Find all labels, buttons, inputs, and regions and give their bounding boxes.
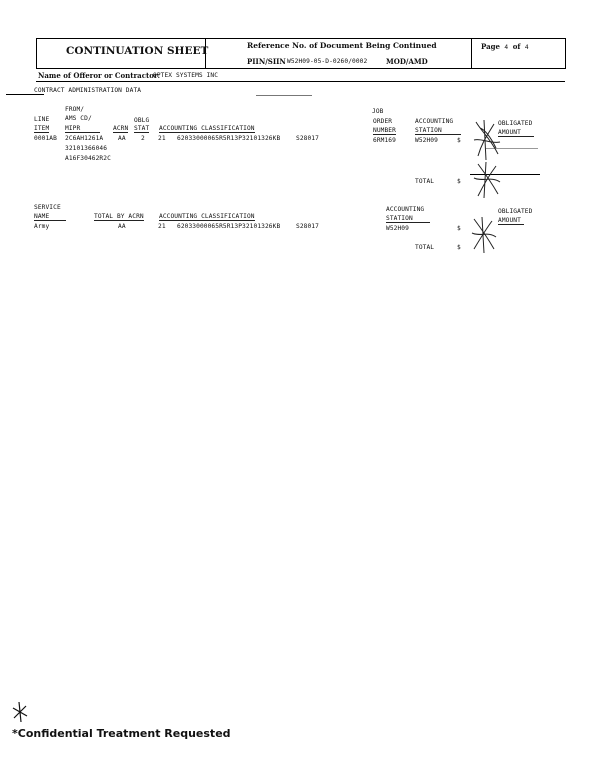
redaction-scribble-icon — [466, 215, 502, 255]
header-rule — [36, 68, 565, 69]
cell-acrn: AA — [118, 135, 126, 142]
col-header-stat: STAT — [134, 125, 150, 132]
col-header-job: JOB — [372, 108, 384, 115]
offeror-value: OPTEX SYSTEMS INC — [153, 72, 219, 79]
reference-label: Reference No. of Document Being Continued — [247, 41, 437, 50]
cell-dollar: $ — [457, 225, 461, 232]
cell-service-name: Army — [34, 223, 50, 230]
cell-mipr-line3: A16F30462R2C — [65, 155, 111, 162]
cell-line-item: 0001AB — [34, 135, 57, 142]
col-header-oblg: OBLG — [134, 117, 150, 124]
col-header-name: NAME — [34, 213, 66, 221]
col-header-mipr: MIPR — [65, 125, 100, 133]
section-title: CONTRACT ADMINISTRATION DATA — [34, 87, 142, 94]
col-header-total-by-acrn: TOTAL BY ACRN — [94, 213, 144, 220]
page-indicator: Page 4 of 4 — [481, 42, 529, 51]
offeror-label: Name of Offeror or Contractor: — [38, 71, 161, 80]
cell-mipr-line2: 32101366046 — [65, 145, 108, 152]
cell-mipr: 2C6AH1261A — [65, 135, 104, 142]
cell-accounting-classification: 62033000065R5R13P32101326KB — [177, 223, 281, 230]
cell-accounting-suffix: S28017 — [296, 135, 319, 142]
cell-acrn: AA — [118, 223, 126, 230]
col-header-order: ORDER — [373, 118, 393, 125]
col-header-number: NUMBER — [373, 127, 396, 134]
col-header-item: ITEM — [34, 125, 50, 132]
page-title: CONTINUATION SHEET — [66, 45, 209, 57]
cell-stat: 2 — [141, 135, 145, 142]
faint-rule — [256, 95, 312, 96]
piin-label: PIIN/SIIN — [247, 57, 286, 66]
col-header-line: LINE — [34, 116, 50, 123]
col-header-accounting: ACCOUNTING — [415, 118, 454, 125]
col-header-acrn: ACRN — [113, 125, 129, 132]
total-label: TOTAL — [415, 178, 435, 185]
total-dollar: $ — [457, 178, 461, 185]
col-header-accounting: ACCOUNTING — [386, 206, 425, 213]
total-label: TOTAL — [415, 244, 435, 251]
asterisk-mark-icon — [10, 700, 30, 724]
redaction-scribble-icon — [468, 160, 508, 200]
col-header-station: STATION — [386, 215, 430, 223]
cell-acct-num: 21 — [158, 223, 166, 230]
top-rule — [6, 94, 44, 95]
cell-job-number: 6RM169 — [373, 137, 396, 144]
total-dollar: $ — [457, 244, 461, 251]
cell-station: W52H09 — [415, 137, 438, 144]
col-header-service: SERVICE — [34, 204, 61, 211]
col-header-station: STATION — [415, 127, 461, 135]
col-header-ams: AMS CD/ — [65, 115, 92, 122]
cell-dollar: $ — [457, 137, 461, 144]
col-header-amount: AMOUNT — [498, 129, 534, 137]
col-header-from: FROM/ — [65, 106, 85, 113]
col-header-amount: AMOUNT — [498, 217, 524, 225]
offeror-rule — [36, 81, 565, 82]
col-header-accounting-classification: ACCOUNTING CLASSIFICATION — [159, 213, 255, 220]
header-divider — [471, 38, 472, 68]
cell-station: W52H09 — [386, 225, 409, 232]
mod-amd-label: MOD/AMD — [386, 57, 428, 66]
col-header-obligated: OBLIGATED — [498, 208, 533, 215]
col-header-obligated: OBLIGATED — [498, 120, 533, 127]
cell-acct-num: 21 — [158, 135, 166, 142]
col-header-accounting-classification: ACCOUNTING CLASSIFICATION — [159, 125, 255, 132]
redaction-scribble-icon — [468, 118, 508, 162]
piin-value: W52H09-05-D-0260/0002 — [287, 58, 368, 65]
cell-accounting-suffix: S28017 — [296, 223, 319, 230]
confidential-note: *Confidential Treatment Requested — [12, 727, 231, 740]
cell-accounting-classification: 62033000065R5R13P32101326KB — [177, 135, 281, 142]
